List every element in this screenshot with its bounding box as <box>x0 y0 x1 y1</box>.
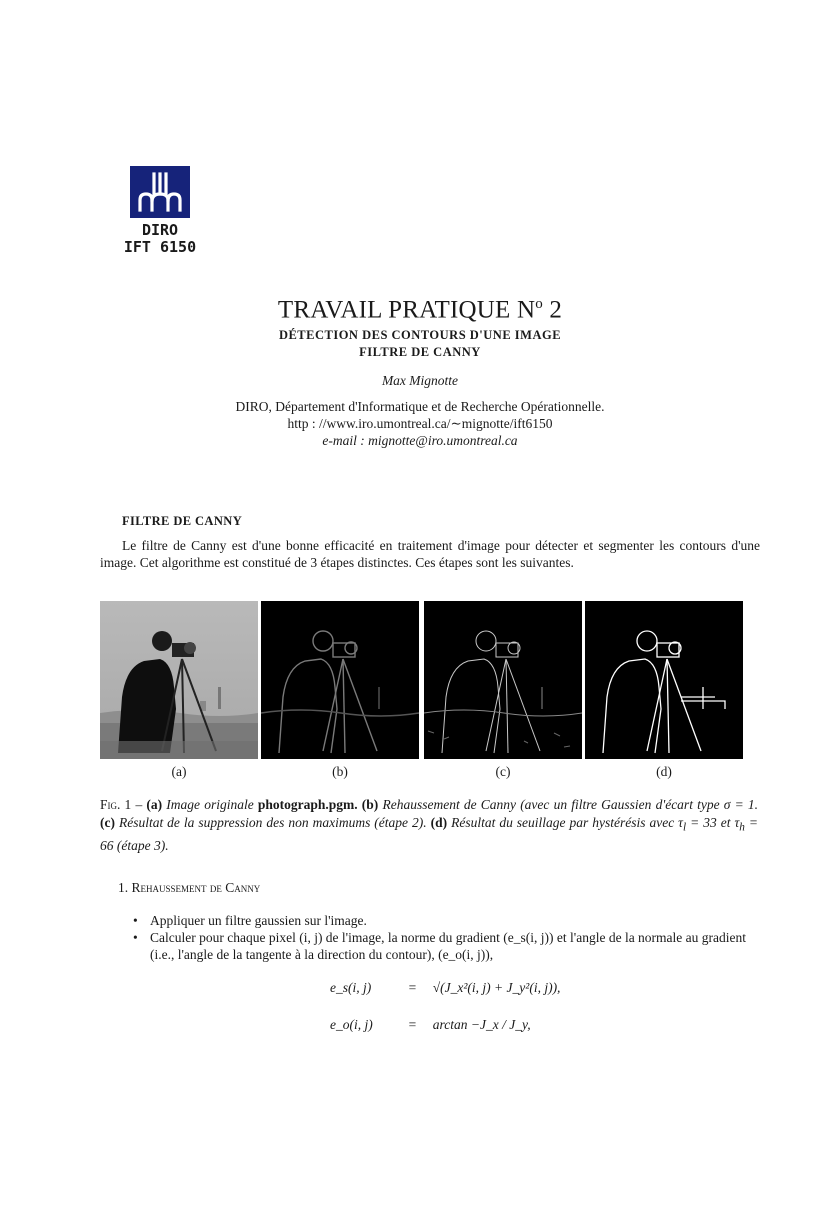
course-identifier <box>110 222 210 256</box>
university-logo <box>130 166 190 218</box>
author-name: Max Mignotte <box>381 373 459 388</box>
subtitle-2: FILTRE DE CANNY <box>359 345 481 359</box>
figure-label-c: (c) <box>495 764 511 779</box>
equation-gradient-norm: e_s(i, j) = √(J_x²(i, j) + J_y²(i, j)), <box>330 980 561 995</box>
course-code: IFT 6150 <box>123 238 197 256</box>
institution-name: DIRO <box>141 221 179 239</box>
figure-label-b: (b) <box>332 764 348 779</box>
figure-label-d: (d) <box>656 764 672 779</box>
figure-panel-c <box>424 601 582 759</box>
section-heading: FILTRE DE CANNY <box>122 514 243 528</box>
figure-panel-b <box>261 601 419 759</box>
bullet-item: • Calculer pour chaque pixel (i, j) de l'image, la norme du gradient (e_s(i, j)) et l'angle de la normale au gradient (i.e., l'angle de la tangente à la direction du contour), (e_o(i, j)), <box>133 930 747 962</box>
figure-caption: Fig. 1 – (a) Image originale photograph.pgm. (b) Rehaussement de Canny (avec un filtre Gaussien d'écart type σ = 1. (c) Résultat de la suppression des non maximums (étape 2). (d) Résultat du seuillage par hystérésis avec $\tau_l = 33$ et $\tau_h = 66$ (étape 3). <box>100 797 758 853</box>
equation-gradient-angle: e_o(i, j) = arctan −J_x / J_y, <box>330 1017 531 1032</box>
figure-panel-d <box>585 601 743 759</box>
website-url[interactable]: http : //www.iro.umontreal.ca/∼mignotte/ift6150 <box>287 416 553 431</box>
intro-paragraph: Le filtre de Canny est d'une bonne efficacité en traitement d'image pour détecter et segmenter les contours d'une image. Cet algorithme est constitué de 3 étapes distinctes. Ces étapes sont les suivantes. <box>100 538 760 570</box>
subtitle-1: DÉTECTION DES CONTOURS D'UNE IMAGE <box>278 328 562 342</box>
figure-label-a: (a) <box>171 764 187 779</box>
step-heading: 1. Rehaussement de Canny <box>118 880 261 895</box>
bullet-item: • Appliquer un filtre gaussien sur l'image. <box>133 913 367 928</box>
affiliation: DIRO, Département d'Informatique et de Recherche Opérationnelle. <box>235 399 605 414</box>
page-title: TRAVAIL PRATIQUE $N^o$ 2 <box>277 296 563 324</box>
step-bullets <box>133 912 759 963</box>
figure-panel-a <box>100 601 258 759</box>
email-address[interactable]: e-mail : mignotte@iro.umontreal.ca <box>322 433 518 448</box>
